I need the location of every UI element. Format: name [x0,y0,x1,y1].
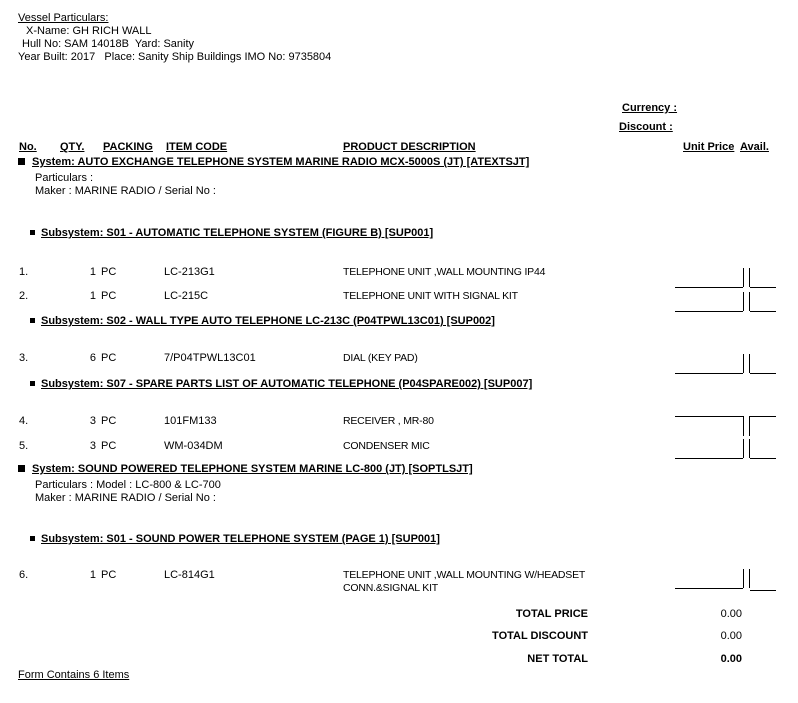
net-total-value: 0.00 [720,653,742,665]
vessel-hull-yard: Hull No: SAM 14018B Yard: Sanity [22,38,195,50]
subsystem-bullet-icon [30,381,35,386]
item-qty: 6 [89,352,96,364]
subsystem1-heading: Subsystem: S01 - AUTOMATIC TELEPHONE SYSTEM (FIGURE B) [SUP001] [41,227,434,239]
item-no: 4. [19,415,29,427]
item-description: TELEPHONE UNIT WITH SIGNAL KIT [343,290,518,302]
form-item-count: Form Contains 6 Items [18,669,130,681]
system1-particulars: Particulars : [35,172,94,184]
subsystem-bullet-icon [30,230,35,235]
subsystem3-heading: Subsystem: S07 - SPARE PARTS LIST OF AUTOMATIC TELEPHONE (P04SPARE002) [SUP007] [41,378,533,390]
discount-label: Discount : [619,121,673,133]
item-qty: 3 [89,440,96,452]
item-qty: 1 [89,290,96,302]
col-header-description: PRODUCT DESCRIPTION [343,141,476,153]
avail-blank [750,292,776,312]
unit-price-blank [675,569,743,589]
vessel-particulars-title: Vessel Particulars: [18,12,109,24]
total-discount-value: 0.00 [720,630,742,642]
item-no: 3. [19,352,29,364]
subsystem-bullet-icon [30,536,35,541]
avail-blank [750,354,776,374]
price-avail-blank [0,268,798,287]
avail-blank [750,439,776,459]
avail-blank [750,268,776,288]
item-packing: PC [101,440,117,452]
system2-particulars: Particulars : Model : LC-800 & LC-700 [35,479,221,491]
item-no: 2. [19,290,29,302]
subsystem4-heading: Subsystem: S01 - SOUND POWER TELEPHONE SYSTEM (PAGE 1) [SUP001] [41,533,440,545]
net-total-row [0,653,798,668]
item-packing: PC [101,290,117,302]
system2-heading: System: SOUND POWERED TELEPHONE SYSTEM MARINE LC-800 (JT) [SOPTLSJT] [32,463,473,475]
price-avail-blank [0,416,798,436]
total-price-label: TOTAL PRICE [515,608,588,620]
item-code: LC-213G1 [164,266,215,278]
item-qty: 1 [89,266,96,278]
col-header-item-code: ITEM CODE [166,141,228,153]
total-discount-label: TOTAL DISCOUNT [492,630,588,642]
item-qty: 1 [89,569,96,581]
price-avail-blank [0,292,798,311]
unit-price-blank [675,292,743,312]
item-packing: PC [101,266,117,278]
item-description: DIAL (KEY PAD) [343,352,418,364]
unit-price-blank [675,439,743,459]
price-avail-blank [0,569,798,588]
item-code: 101FM133 [164,415,217,427]
item-code: LC-814G1 [164,569,215,581]
net-total-label: NET TOTAL [527,653,588,665]
subsystem2-heading: Subsystem: S02 - WALL TYPE AUTO TELEPHONE LC-213C (P04TPWL13C01) [SUP002] [41,315,495,327]
avail-blank [750,416,776,437]
system1-maker: Maker : MARINE RADIO / Serial No : [35,185,216,197]
col-header-avail: Avail. [740,141,769,153]
total-price-value: 0.00 [720,608,742,620]
item-no: 6. [19,569,29,581]
col-header-qty: QTY. [60,141,85,153]
system-bullet-icon [18,465,25,472]
col-header-no: No. [19,141,37,153]
item-packing: PC [101,352,117,364]
vessel-x-name: X-Name: GH RICH WALL [26,25,152,37]
item-description: TELEPHONE UNIT ,WALL MOUNTING W/HEADSET CONN.&SIGNAL KIT [343,569,585,594]
system-bullet-icon [18,158,25,165]
col-header-packing: PACKING [103,141,153,153]
item-code: WM-034DM [164,440,223,452]
system2-maker: Maker : MARINE RADIO / Serial No : [35,492,216,504]
item-code: LC-215C [164,290,209,302]
item-packing: PC [101,569,117,581]
item-description: CONDENSER MIC [343,440,430,452]
col-header-unit-price: Unit Price [683,141,735,153]
total-discount-row [0,630,798,645]
item-code: 7/P04TPWL13C01 [164,352,256,364]
vessel-year-place: Year Built: 2017 Place: Sanity Ship Buildings IMO No: 9735804 [18,51,332,63]
currency-label: Currency : [622,102,678,114]
item-no: 5. [19,440,29,452]
item-packing: PC [101,415,117,427]
item-description: TELEPHONE UNIT ,WALL MOUNTING IP44 [343,266,546,278]
unit-price-blank [675,268,743,288]
item-no: 1. [19,266,29,278]
unit-price-blank [675,354,743,374]
price-avail-blank [0,439,798,458]
unit-price-blank [675,416,743,437]
system1-heading: System: AUTO EXCHANGE TELEPHONE SYSTEM MARINE RADIO MCX-5000S (JT) [ATEXTSJT] [32,156,530,168]
total-price-row [0,608,798,623]
price-avail-blank [0,354,798,373]
subsystem-bullet-icon [30,318,35,323]
avail-blank [750,571,776,591]
item-qty: 3 [89,415,96,427]
item-description: RECEIVER , MR-80 [343,415,434,427]
